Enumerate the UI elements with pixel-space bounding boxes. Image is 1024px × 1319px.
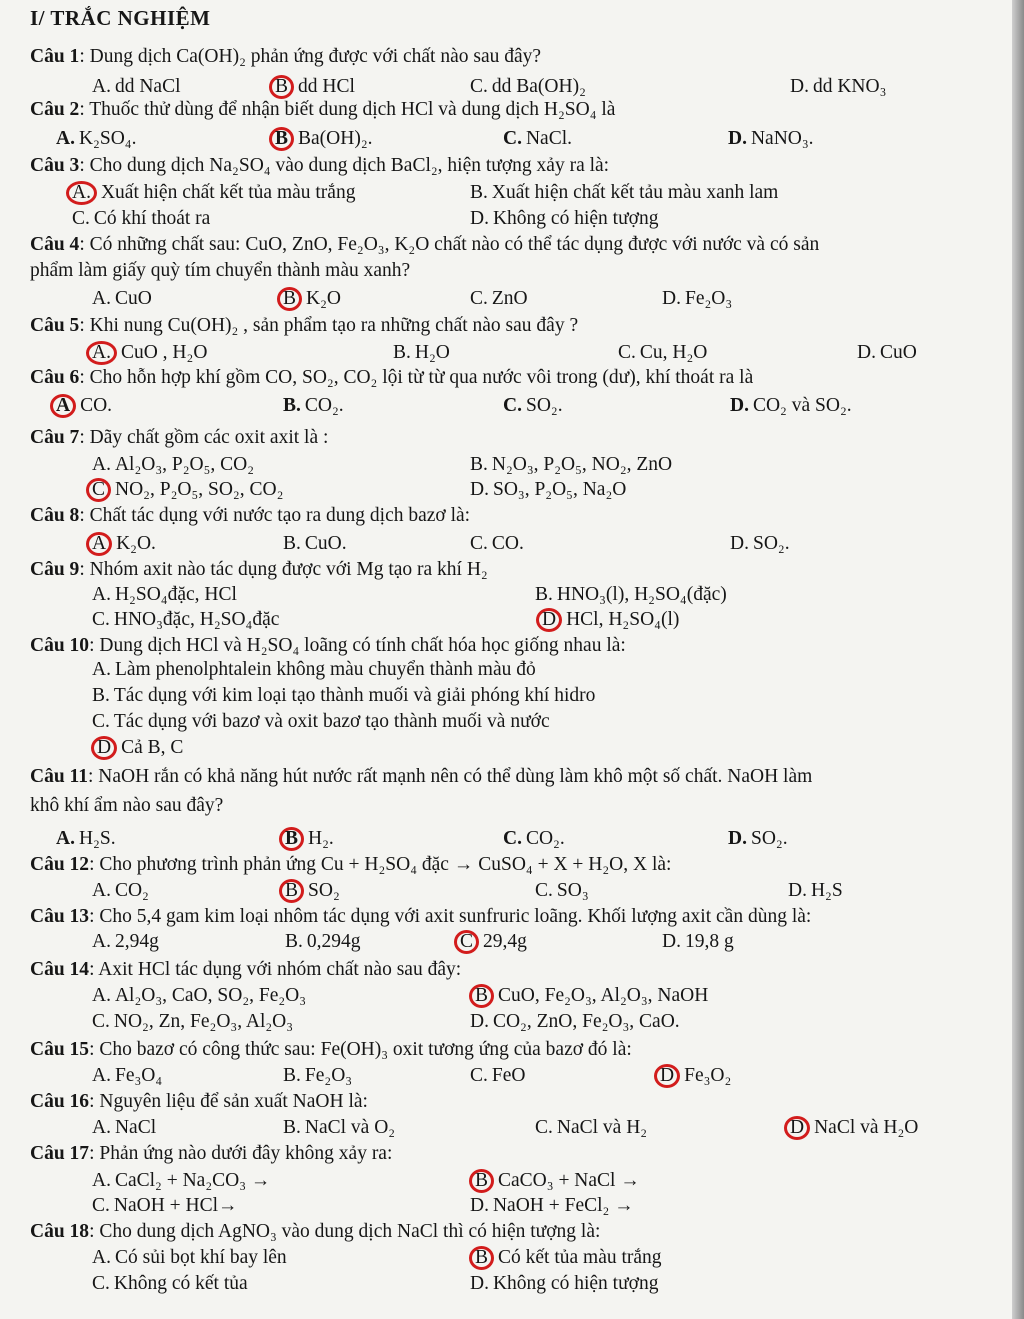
- option-letter: C.: [92, 711, 110, 732]
- option-letter: D.: [730, 533, 749, 554]
- question-10-stem: [30, 633, 980, 658]
- selected-answer-circle: A.: [86, 341, 117, 365]
- option-text: SO₂.: [752, 533, 790, 554]
- question-text: : Khi nung Cu(OH)₂ , sản phẩm tạo ra những chất nào sau đây ?: [79, 315, 579, 336]
- option-text: NaCl.: [525, 128, 573, 149]
- option-letter: A.: [92, 1247, 111, 1268]
- question-4-stem-continued: [30, 258, 980, 283]
- option-letter: C.: [535, 1117, 553, 1138]
- question-7-stem: [30, 425, 980, 450]
- option-letter: A.: [56, 128, 75, 149]
- question-6-option-a: [56, 393, 112, 418]
- option-letter: A.: [92, 659, 111, 680]
- question-5-stem: [30, 313, 980, 338]
- question-3-stem: [30, 153, 980, 178]
- question-13-stem: [30, 904, 980, 929]
- selected-answer-circle: B: [279, 879, 304, 903]
- option-text: Ba(OH)₂.: [298, 128, 373, 149]
- option-text: SO₂.: [750, 828, 788, 849]
- option-letter: C.: [92, 1195, 110, 1216]
- option-text: NaNO₃.: [750, 128, 814, 149]
- question-1-option-b: [275, 74, 355, 99]
- option-text: Fe₂O₃: [304, 1065, 353, 1086]
- question-number: Câu 17: [30, 1143, 90, 1164]
- option-text: Cả B, C: [121, 737, 184, 758]
- option-text: Xuất hiện chất kết tảu màu xanh lam: [491, 182, 779, 203]
- question-15-stem: [30, 1037, 980, 1062]
- option-letter: D.: [728, 128, 747, 149]
- question-text: : Dung dịch HCl và H₂SO₄ loãng có tính chất hóa học giống nhau là:: [89, 635, 626, 656]
- question-16-option-c: [535, 1115, 647, 1140]
- option-letter: B.: [283, 533, 301, 554]
- option-letter: C.: [470, 533, 488, 554]
- option-letter: B.: [283, 1117, 301, 1138]
- question-text: : Có những chất sau: CuO, ZnO, Fe₂O₃, K₂O chất nào có thể tác dụng được với nước và có sản: [79, 234, 820, 255]
- option-text: SO₂.: [525, 395, 563, 416]
- question-2-stem: [30, 97, 980, 122]
- question-number: Câu 12: [30, 854, 90, 875]
- option-text: CO₂: [114, 880, 149, 901]
- option-letter: A.: [92, 1065, 111, 1086]
- question-14-option-a: [92, 983, 306, 1008]
- question-8-option-b: [283, 531, 347, 556]
- section-title: I/ TRẮC NGHIỆM: [30, 6, 211, 30]
- option-text: K₂O.: [116, 533, 156, 554]
- question-text: : Cho dung dịch AgNO₃ vào dung dịch NaCl thì có hiện tượng là:: [89, 1221, 601, 1242]
- option-text: 2,94g: [114, 931, 159, 952]
- option-text: CaCl₂ + Na₂CO₃ →: [114, 1170, 271, 1191]
- question-text: : Cho dung dịch Na₂SO₄ vào dung dịch BaCl₂, hiện tượng xảy ra là:: [79, 155, 610, 176]
- question-number: Câu 13: [30, 906, 90, 927]
- question-7-option-d: [470, 477, 626, 502]
- option-text: CuO: [879, 342, 917, 363]
- question-text: : Dung dịch Ca(OH)₂ phản ứng được với chất nào sau đây?: [79, 46, 542, 67]
- option-letter: C.: [535, 880, 553, 901]
- option-letter: D.: [857, 342, 876, 363]
- selected-answer-circle: B: [277, 287, 302, 311]
- option-letter: D.: [790, 76, 809, 97]
- option-text: H₂SO₄đặc, HCl: [114, 584, 237, 605]
- question-18-option-a: [92, 1245, 287, 1270]
- option-text: CaCO₃ + NaCl →: [498, 1170, 640, 1191]
- option-text: NaOH + HCl→: [113, 1195, 238, 1216]
- question-text: : Axit HCl tác dụng với nhóm chất nào sau đây:: [89, 959, 462, 980]
- question-number: Câu 11: [30, 766, 88, 787]
- question-8-option-a: [92, 531, 156, 556]
- question-12-option-b: [285, 878, 340, 903]
- selected-answer-circle: B: [469, 984, 494, 1008]
- question-text: phẩm làm giấy quỳ tím chuyển thành màu xanh?: [30, 260, 411, 281]
- question-text: : Thuốc thử dùng để nhận biết dung dịch HCl và dung dịch H₂SO₄ là: [79, 99, 616, 120]
- question-13-option-a: [92, 929, 159, 954]
- question-6-option-d: [730, 393, 852, 418]
- option-text: K₂SO₄.: [78, 128, 137, 149]
- question-9-option-c: [92, 607, 279, 632]
- question-15-option-c: [470, 1063, 525, 1088]
- option-letter: C.: [92, 609, 110, 630]
- question-number: Câu 16: [30, 1091, 90, 1112]
- question-16-option-a: [92, 1115, 156, 1140]
- question-number: Câu 5: [30, 315, 80, 336]
- question-4-option-d: [662, 286, 732, 311]
- question-number: Câu 7: [30, 427, 80, 448]
- question-18-option-c: [92, 1271, 248, 1296]
- option-text: NO₂, P₂O₅, SO₂, CO₂: [115, 479, 284, 500]
- question-13-option-b: [285, 929, 361, 954]
- option-letter: A.: [92, 288, 111, 309]
- option-text: Cu, H₂O: [639, 342, 708, 363]
- question-14-option-b: [475, 983, 708, 1008]
- question-8-option-c: [470, 531, 524, 556]
- selected-answer-circle: B: [469, 1246, 494, 1270]
- question-7-option-c: [92, 477, 283, 502]
- selected-answer-circle: A: [50, 394, 76, 418]
- option-text: NO₂, Zn, Fe₂O₃, Al₂O₃: [113, 1011, 294, 1032]
- option-letter: C.: [72, 208, 90, 229]
- question-4-option-a: [92, 286, 152, 311]
- option-text: CO₂.: [525, 828, 565, 849]
- option-letter: B.: [285, 931, 303, 952]
- question-11-option-a: [56, 826, 116, 851]
- question-number: Câu 8: [30, 505, 80, 526]
- option-letter: D.: [788, 880, 807, 901]
- question-2-option-c: [503, 126, 572, 151]
- option-text: CO₂ và SO₂.: [752, 395, 852, 416]
- question-17-option-d: [470, 1193, 634, 1218]
- question-4-option-b: [283, 286, 341, 311]
- question-3-option-c: [72, 206, 210, 231]
- question-15-option-d: [660, 1063, 731, 1088]
- question-2-option-a: [56, 126, 136, 151]
- question-15-option-a: [92, 1063, 162, 1088]
- option-letter: C.: [618, 342, 636, 363]
- option-text: dd Ba(OH)₂: [491, 76, 586, 97]
- option-text: Không có hiện tượng: [492, 1273, 659, 1294]
- option-text: 0,294g: [306, 931, 361, 952]
- question-1-option-d: [790, 74, 886, 99]
- question-number: Câu 1: [30, 46, 80, 67]
- question-18-option-d: [470, 1271, 658, 1296]
- option-text: CuO, Fe₂O₃, Al₂O₃, NaOH: [498, 985, 709, 1006]
- selected-answer-circle: A: [86, 532, 112, 556]
- question-16-option-d: [790, 1115, 918, 1140]
- question-3-option-b: [470, 180, 778, 205]
- selected-answer-circle: D: [91, 736, 117, 760]
- question-17-stem: [30, 1141, 980, 1166]
- question-3-option-a: [72, 180, 355, 205]
- option-text: CuO.: [304, 533, 347, 554]
- option-text: CO₂.: [304, 395, 344, 416]
- option-text: Làm phenolphtalein không màu chuyển thành màu đỏ: [114, 659, 536, 680]
- page-edge-shadow: [1012, 0, 1024, 1319]
- option-text: NaCl: [114, 1117, 157, 1138]
- question-17-option-b: [475, 1168, 640, 1193]
- option-letter: D.: [470, 1273, 489, 1294]
- question-14-option-d: [470, 1009, 680, 1034]
- question-9-option-b: [535, 582, 727, 607]
- option-letter: A.: [92, 1170, 111, 1191]
- option-letter: A.: [92, 1117, 111, 1138]
- question-11-option-d: [728, 826, 788, 851]
- option-letter: D.: [728, 828, 747, 849]
- option-letter: D.: [470, 479, 489, 500]
- question-5-option-d: [857, 340, 917, 365]
- question-16-option-b: [283, 1115, 395, 1140]
- selected-answer-circle: D: [784, 1116, 810, 1140]
- option-text: NaCl và H₂: [556, 1117, 648, 1138]
- question-5-option-b: [393, 340, 450, 365]
- question-4-stem: [30, 232, 980, 257]
- question-number: Câu 4: [30, 234, 80, 255]
- question-number: Câu 9: [30, 559, 80, 580]
- question-2-option-b: [275, 126, 373, 151]
- question-text: khô khí ẩm nào sau đây?: [30, 795, 224, 816]
- option-letter: C.: [470, 1065, 488, 1086]
- question-14-stem: [30, 957, 980, 982]
- option-text: Có kết tủa màu trắng: [498, 1247, 662, 1268]
- option-text: Có sủi bọt khí bay lên: [114, 1247, 287, 1268]
- option-text: Fe₃O₂: [684, 1065, 732, 1086]
- option-text: Không có kết tủa: [113, 1273, 248, 1294]
- selected-answer-circle: B: [469, 1169, 494, 1193]
- question-9-option-a: [92, 582, 237, 607]
- question-4-option-c: [470, 286, 528, 311]
- question-number: Câu 3: [30, 155, 80, 176]
- question-12-stem: [30, 852, 980, 877]
- question-14-option-c: [92, 1009, 293, 1034]
- question-6-option-b: [283, 393, 344, 418]
- question-number: Câu 15: [30, 1039, 90, 1060]
- option-text: dd KNO₃: [812, 76, 887, 97]
- option-letter: C.: [470, 288, 488, 309]
- question-16-stem: [30, 1089, 980, 1114]
- option-letter: B.: [283, 395, 301, 416]
- option-letter: A.: [92, 76, 111, 97]
- question-5-option-c: [618, 340, 707, 365]
- question-17-option-a: [92, 1168, 270, 1193]
- option-letter: D.: [470, 1011, 489, 1032]
- question-7-option-a: [92, 452, 254, 477]
- question-5-option-a: [92, 340, 207, 365]
- question-6-option-c: [503, 393, 563, 418]
- option-letter: A.: [92, 985, 111, 1006]
- question-8-option-d: [730, 531, 790, 556]
- option-text: Có khí thoát ra: [93, 208, 211, 229]
- option-text: SO₂: [308, 880, 340, 901]
- question-9-option-d: [542, 607, 679, 632]
- option-text: 19,8 g: [684, 931, 734, 952]
- option-text: 29,4g: [483, 931, 527, 952]
- question-9-stem: [30, 557, 980, 582]
- option-letter: B.: [92, 685, 110, 706]
- question-1-stem: [30, 44, 980, 69]
- option-text: Không có hiện tượng: [492, 208, 659, 229]
- question-15-option-b: [283, 1063, 352, 1088]
- question-10-option-a: [92, 657, 536, 682]
- option-letter: B.: [535, 584, 553, 605]
- option-letter: C.: [92, 1273, 110, 1294]
- option-text: H₂O: [414, 342, 450, 363]
- option-text: CO.: [80, 395, 113, 416]
- option-text: CuO , H₂O: [120, 342, 208, 363]
- option-letter: C.: [92, 1011, 110, 1032]
- option-text: NaCl và H₂O: [814, 1117, 919, 1138]
- selected-answer-circle: B: [269, 75, 294, 99]
- option-letter: C.: [503, 828, 522, 849]
- question-number: Câu 10: [30, 635, 90, 656]
- option-text: CO₂, ZnO, Fe₂O₃, CaO.: [492, 1011, 680, 1032]
- option-letter: B.: [393, 342, 411, 363]
- question-1-option-a: [92, 74, 181, 99]
- option-text: H₂S.: [78, 828, 116, 849]
- option-text: ZnO: [491, 288, 528, 309]
- option-text: Al₂O₃, P₂O₅, CO₂: [114, 454, 255, 475]
- question-10-option-d: [97, 735, 183, 760]
- question-12-option-d: [788, 878, 843, 903]
- option-text: N₂O₃, P₂O₅, NO₂, ZnO: [491, 454, 673, 475]
- question-6-stem: [30, 365, 980, 390]
- selected-answer-circle: C: [86, 478, 111, 502]
- question-1-option-c: [470, 74, 586, 99]
- option-letter: D.: [470, 1195, 489, 1216]
- question-11-stem: [30, 764, 980, 789]
- option-text: NaCl và O₂: [304, 1117, 396, 1138]
- question-18-option-b: [475, 1245, 662, 1270]
- option-text: Tác dụng với kim loại tạo thành muối và giải phóng khí hidro: [113, 685, 596, 706]
- question-number: Câu 14: [30, 959, 90, 980]
- question-text: : Phản ứng nào dưới đây không xảy ra:: [89, 1143, 393, 1164]
- option-letter: B.: [470, 182, 488, 203]
- option-letter: C.: [470, 76, 488, 97]
- question-18-stem: [30, 1219, 980, 1244]
- option-letter: A.: [92, 454, 111, 475]
- option-text: Fe₂O₃: [684, 288, 733, 309]
- option-text: Fe₃O₄: [114, 1065, 163, 1086]
- option-letter: A.: [56, 828, 75, 849]
- question-13-option-d: [662, 929, 734, 954]
- question-12-option-a: [92, 878, 149, 903]
- option-text: dd NaCl: [114, 76, 181, 97]
- question-number: Câu 6: [30, 367, 80, 388]
- question-text: : NaOH rắn có khả năng hút nước rất mạnh nên có thể dùng làm khô một số chất. NaOH làm: [87, 766, 813, 787]
- question-text: : Cho phương trình phản ứng Cu + H₂SO₄ đặc → CuSO₄ + X + H₂O, X là:: [89, 854, 672, 875]
- option-text: NaOH + FeCl₂ →: [492, 1195, 634, 1216]
- selected-answer-circle: B: [279, 827, 304, 851]
- option-letter: A.: [92, 931, 111, 952]
- question-text: : Nhóm axit nào tác dụng được với Mg tạo ra khí H₂: [79, 559, 488, 580]
- option-letter: C.: [503, 395, 522, 416]
- option-text: Al₂O₃, CaO, SO₂, Fe₂O₃: [114, 985, 307, 1006]
- question-8-stem: [30, 503, 980, 528]
- option-text: Tác dụng với bazơ và oxit bazơ tạo thành muối và nước: [113, 711, 550, 732]
- selected-answer-circle: B: [269, 127, 294, 151]
- question-number: Câu 18: [30, 1221, 90, 1242]
- option-text: CuO: [114, 288, 152, 309]
- question-7-option-b: [470, 452, 672, 477]
- option-letter: B.: [283, 1065, 301, 1086]
- question-11-option-c: [503, 826, 565, 851]
- question-13-option-c: [460, 929, 527, 954]
- option-letter: D.: [662, 288, 681, 309]
- question-text: : Cho bazơ có công thức sau: Fe(OH)₃ oxit tương ứng của bazơ đó là:: [89, 1039, 632, 1060]
- option-text: HCl, H₂SO₄(l): [566, 609, 680, 630]
- question-12-option-c: [535, 878, 589, 903]
- question-3-option-d: [470, 206, 658, 231]
- option-text: K₂O: [306, 288, 341, 309]
- option-letter: A.: [92, 880, 111, 901]
- selected-answer-circle: C: [454, 930, 479, 954]
- question-text: : Dãy chất gồm các oxit axit là :: [79, 427, 329, 448]
- question-10-option-b: [92, 683, 595, 708]
- question-text: : Chất tác dụng với nước tạo ra dung dịch bazơ là:: [79, 505, 471, 526]
- option-text: H₂.: [308, 828, 334, 849]
- option-text: SO₃: [556, 880, 589, 901]
- option-text: dd HCl: [298, 76, 355, 97]
- question-10-option-c: [92, 709, 550, 734]
- option-text: HNO₃đặc, H₂SO₄đặc: [113, 609, 280, 630]
- option-text: H₂S: [810, 880, 843, 901]
- question-text: : Nguyên liệu để sản xuất NaOH là:: [89, 1091, 368, 1112]
- selected-answer-circle: D: [654, 1064, 680, 1088]
- question-number: Câu 2: [30, 99, 80, 120]
- question-17-option-c: [92, 1193, 238, 1218]
- question-2-option-d: [728, 126, 814, 151]
- question-text: : Cho hỗn hợp khí gồm CO, SO₂, CO₂ lội từ từ qua nước vôi trong (dư), khí thoát ra là: [79, 367, 754, 388]
- question-11-option-b: [285, 826, 334, 851]
- option-letter: D.: [662, 931, 681, 952]
- option-text: CO.: [491, 533, 524, 554]
- option-text: Xuất hiện chất kết tủa màu trắng: [100, 182, 356, 203]
- selected-answer-circle: D: [536, 608, 562, 632]
- option-letter: D.: [730, 395, 749, 416]
- option-letter: A.: [92, 584, 111, 605]
- question-11-stem-continued: [30, 793, 980, 818]
- option-letter: B.: [470, 454, 488, 475]
- option-text: HNO₃(l), H₂SO₄(đặc): [556, 584, 727, 605]
- option-letter: C.: [503, 128, 522, 149]
- option-text: SO₃, P₂O₅, Na₂O: [492, 479, 627, 500]
- option-text: FeO: [491, 1065, 526, 1086]
- option-letter: D.: [470, 208, 489, 229]
- question-text: : Cho 5,4 gam kim loại nhôm tác dụng với axit sunfruric loãng. Khối lượng axit cần dùng là:: [89, 906, 812, 927]
- selected-answer-circle: A.: [66, 181, 97, 205]
